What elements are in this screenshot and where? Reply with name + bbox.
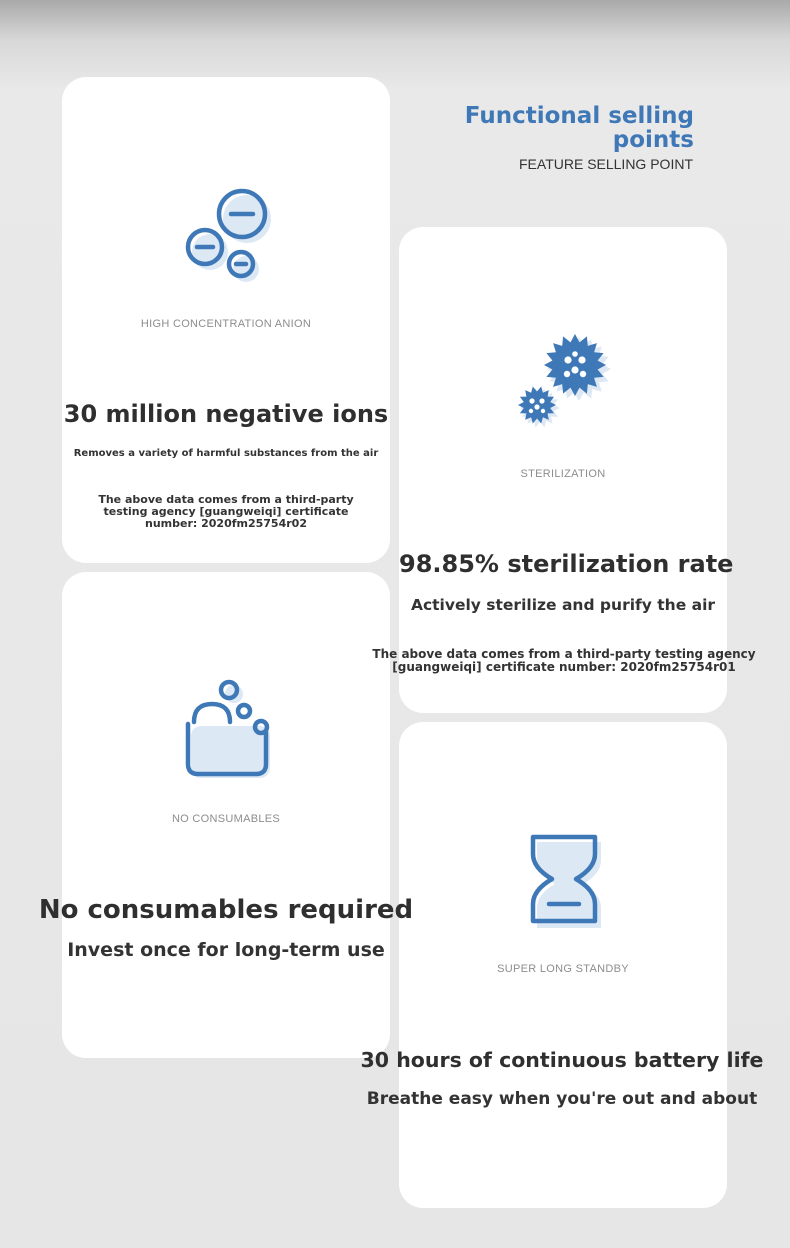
feature-subtitle: Invest once for long-term use [67, 939, 385, 961]
feature-tag: NO CONSUMABLES [171, 813, 281, 825]
feature-title: No consumables required [38, 895, 414, 925]
basket-bubbles-icon [180, 676, 275, 782]
feature-subtitle: Breathe easy when you're out and about [366, 1089, 758, 1109]
hourglass-icon [525, 832, 605, 932]
feature-tag: STERILIZATION [520, 468, 606, 480]
feature-note: The above data comes from a third-party testing agency [guangweiqi] certificate number: 2020fm25754r01 [372, 647, 756, 675]
feature-subtitle: Actively sterilize and purify the air [410, 596, 716, 614]
section-subtitle: FEATURE SELLING POINT [519, 156, 693, 172]
feature-tag: SUPER LONG STANDBY [497, 963, 629, 975]
feature-title: 30 hours of continuous battery life [360, 1048, 764, 1072]
feature-note: The above data comes from a third-party testing agency [guangweiqi] certificate number: 2020fm25754r02 [98, 493, 354, 531]
negative-ion-bubbles-icon [180, 185, 275, 285]
virus-icon [512, 330, 612, 430]
section-title: Functional selling points [464, 103, 694, 154]
feature-tag: HIGH CONCENTRATION ANION [140, 318, 312, 330]
feature-subtitle: Removes a variety of harmful substances from the air [73, 448, 379, 459]
feature-title: 98.85% sterilization rate [399, 550, 734, 578]
feature-title: 30 million negative ions [63, 400, 389, 428]
